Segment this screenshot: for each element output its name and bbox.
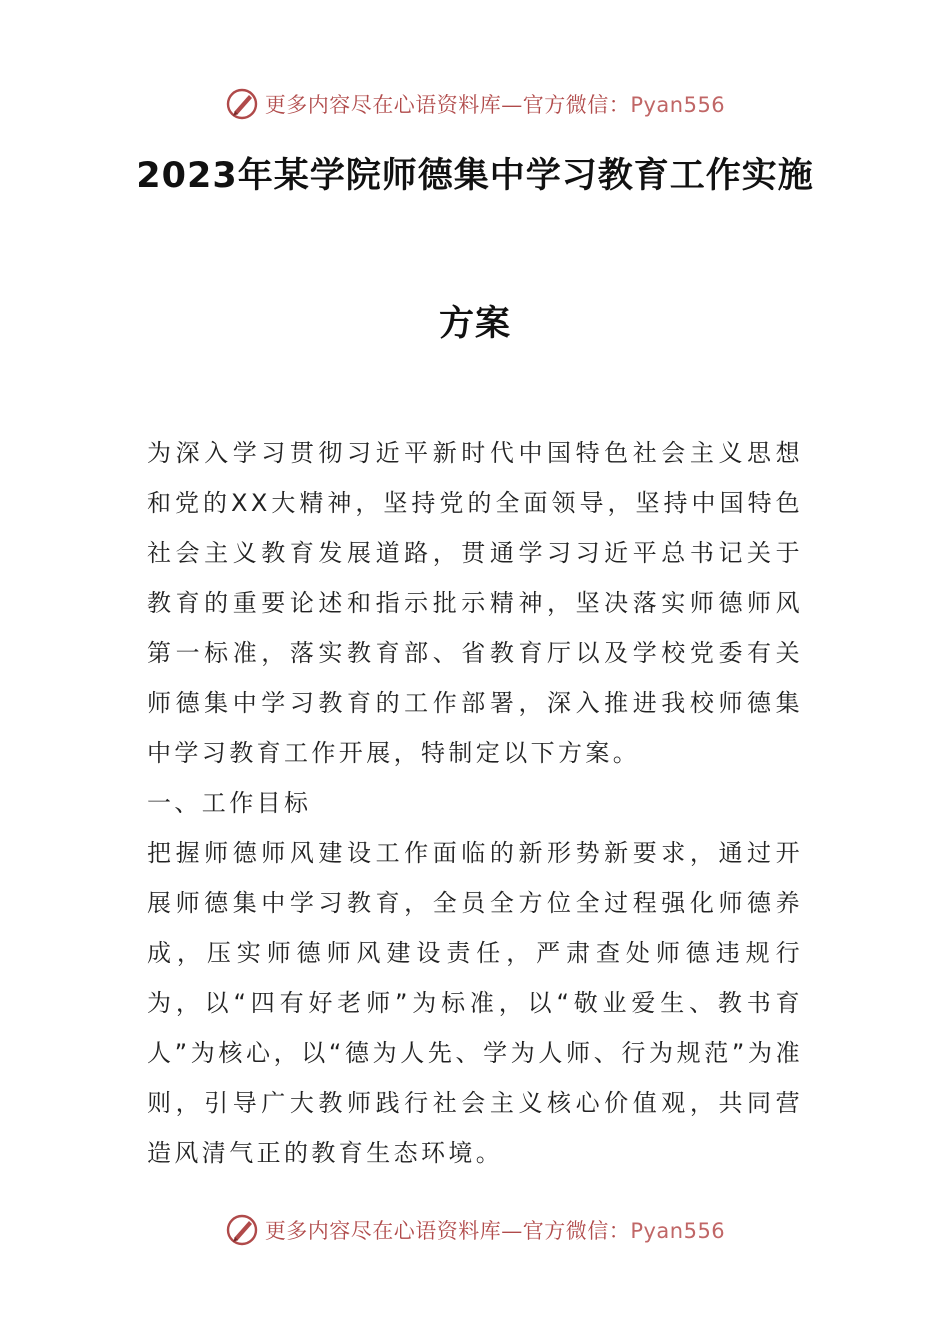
watermark-text: 更多内容尽在心语资料库—官方微信：Pyan556 (264, 93, 726, 117)
document-title-line-2: 方案 (438, 304, 511, 344)
pen-logo-icon (225, 87, 259, 121)
watermark-banner-top (0, 84, 950, 124)
document-title-line-1: 2023年某学院师德集中学习教育工作实施 (136, 156, 814, 196)
section-heading: 一、工作目标 (147, 789, 312, 817)
watermark-text: 更多内容尽在心语资料库—官方微信：Pyan556 (264, 1219, 726, 1243)
pen-logo-icon (225, 1213, 259, 1247)
document-body (147, 428, 803, 1178)
section-paragraph: 把握师德师风建设工作面临的新形势新要求，通过开展师德集中学习教育，全员全方位全过程强化师德养成，压实师德师风建设责任，严肃查处师德违规行为，以“四有好老师”为标准，以“敬业爱生、教书育人”为核心，以“德为人先、学为人师、行为规范”为准则，引导广大教师践行社会主义核心价值观，共同营造风清气正的教育生态环境。 (147, 839, 803, 1167)
intro-paragraph: 为深入学习贯彻习近平新时代中国特色社会主义思想和党的XX大精神，坚持党的全面领导，坚持中国特色社会主义教育发展道路，贯通学习习近平总书记关于教育的重要论述和指示批示精神，坚决落实师德师风第一标准，落实教育部、省教育厅以及学校党委有关师德集中学习教育的工作部署，深入推进我校师德集中学习教育工作开展，特制定以下方案。 (147, 439, 803, 767)
watermark-banner-bottom (0, 1210, 950, 1250)
